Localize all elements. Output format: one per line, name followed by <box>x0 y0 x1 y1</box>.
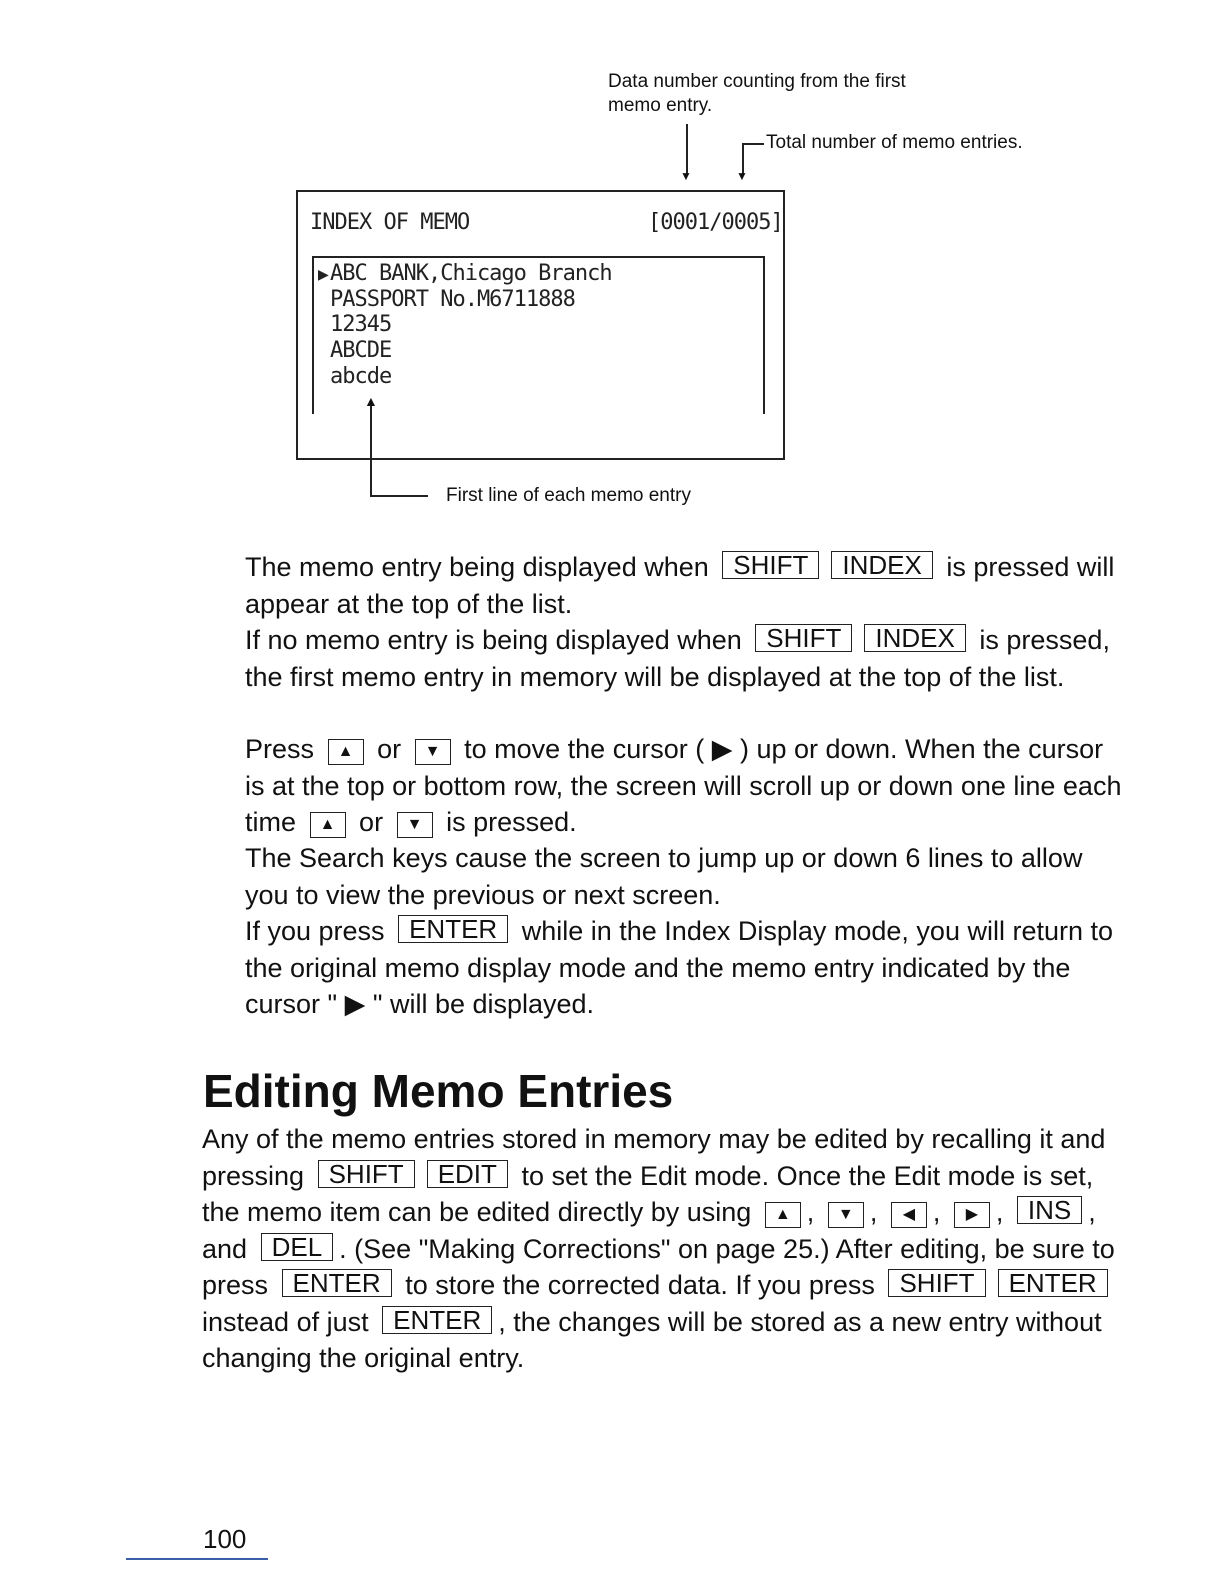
lcd-title: INDEX OF MEMO <box>310 210 470 235</box>
arrow-down-icon: ▼ <box>680 169 692 183</box>
annotation-total: Total number of memo entries. <box>766 132 1023 153</box>
pointer-hook-first <box>370 495 428 497</box>
del-key: DEL <box>261 1233 334 1261</box>
lcd-line: ABCDE <box>330 338 392 363</box>
text: or <box>377 734 402 764</box>
text: , <box>869 1197 878 1227</box>
paragraph-search-keys: The Search keys cause the screen to jump up or down 6 lines to allow you to view the previous or next screen. <box>245 843 1083 910</box>
enter-key: ENTER <box>398 915 508 943</box>
text: instead of just <box>202 1306 369 1337</box>
text: , the changes will be stored as a new entry without changing the original entry. <box>202 1306 1102 1373</box>
text: Any of the memo entries stored in memory may be edited by recalling it and pressing <box>202 1124 1106 1191</box>
text: , and <box>202 1197 1096 1264</box>
arrow-hook-total <box>742 143 764 145</box>
text: , <box>932 1197 941 1227</box>
enter-key: ENTER <box>998 1269 1108 1297</box>
text: , <box>806 1197 815 1227</box>
left-arrow-key: ◀ <box>891 1202 927 1228</box>
up-arrow-key: ▲ <box>310 812 346 838</box>
paragraph-no-entry <box>245 622 1125 695</box>
text: If you press <box>245 916 385 946</box>
paragraph-editing <box>202 1121 1122 1377</box>
text: to store the corrected data. If you press <box>405 1270 875 1300</box>
enter-key: ENTER <box>282 1269 392 1297</box>
paragraph-display-top <box>245 549 1125 622</box>
annotation-first-line: First line of each memo entry <box>446 485 691 506</box>
page-rule <box>126 1558 268 1560</box>
text: to set the Edit mode. Once the Edit mode is set, the memo item can be edited directly by using <box>202 1160 1094 1227</box>
pointer-line-first <box>370 406 372 496</box>
right-arrow-key: ▶ <box>954 1202 990 1228</box>
lcd-counter: [0001/0005] <box>648 210 783 235</box>
section-heading: Editing Memo Entries <box>203 1065 674 1117</box>
lcd-line: ABC BANK,Chicago Branch <box>330 261 612 286</box>
text: If no memo entry is being displayed when <box>245 625 742 655</box>
cursor-icon: ▶ <box>318 266 329 282</box>
text: is pressed. <box>446 807 577 837</box>
up-arrow-key: ▲ <box>328 739 364 765</box>
ins-key: INS <box>1017 1196 1082 1224</box>
down-arrow-key: ▼ <box>828 1202 864 1228</box>
text: or <box>359 807 384 837</box>
down-arrow-key: ▼ <box>415 739 451 765</box>
arrow-down-icon: ▼ <box>736 169 748 183</box>
lcd-line: PASSPORT No.M6711888 <box>330 287 575 312</box>
text: while in the Index Display mode, you will return to the original memo display mode and the memo entry indicated by the cursor " ▶ " will be displayed. <box>245 916 1114 1019</box>
text: is pressed, the first memo entry in memory will be displayed at the top of the list. <box>245 625 1110 692</box>
shift-key: SHIFT <box>755 624 852 652</box>
edit-key: EDIT <box>427 1160 508 1188</box>
paragraph-enter <box>245 913 1125 1023</box>
lcd-line: abcde <box>330 364 392 389</box>
text: to move the cursor ( ▶ ) up or down. When the cursor is at the top or bottom row, the screen will scroll up or down one line each time <box>245 734 1122 837</box>
shift-key: SHIFT <box>888 1269 985 1297</box>
text: Press <box>245 734 315 764</box>
page-number: 100 <box>203 1524 247 1554</box>
index-key: INDEX <box>831 551 932 579</box>
text: . (See "Making Corrections" on page 25.) After editing, be sure to press <box>202 1233 1115 1300</box>
index-key: INDEX <box>864 624 965 652</box>
up-arrow-key: ▲ <box>765 1202 801 1228</box>
arrow-up-icon: ▲ <box>364 393 378 409</box>
lcd-line: 12345 <box>330 312 392 337</box>
down-arrow-key: ▼ <box>397 812 433 838</box>
annotation-data-number: Data number counting from the first memo entry. <box>608 71 906 116</box>
text: The memo entry being displayed when <box>245 552 709 582</box>
text: , <box>995 1197 1004 1227</box>
shift-key: SHIFT <box>722 551 819 579</box>
text: is pressed will appear at the top of the list. <box>245 552 1115 619</box>
enter-key: ENTER <box>382 1306 492 1334</box>
paragraph-cursor <box>245 731 1125 841</box>
shift-key: SHIFT <box>318 1160 415 1188</box>
